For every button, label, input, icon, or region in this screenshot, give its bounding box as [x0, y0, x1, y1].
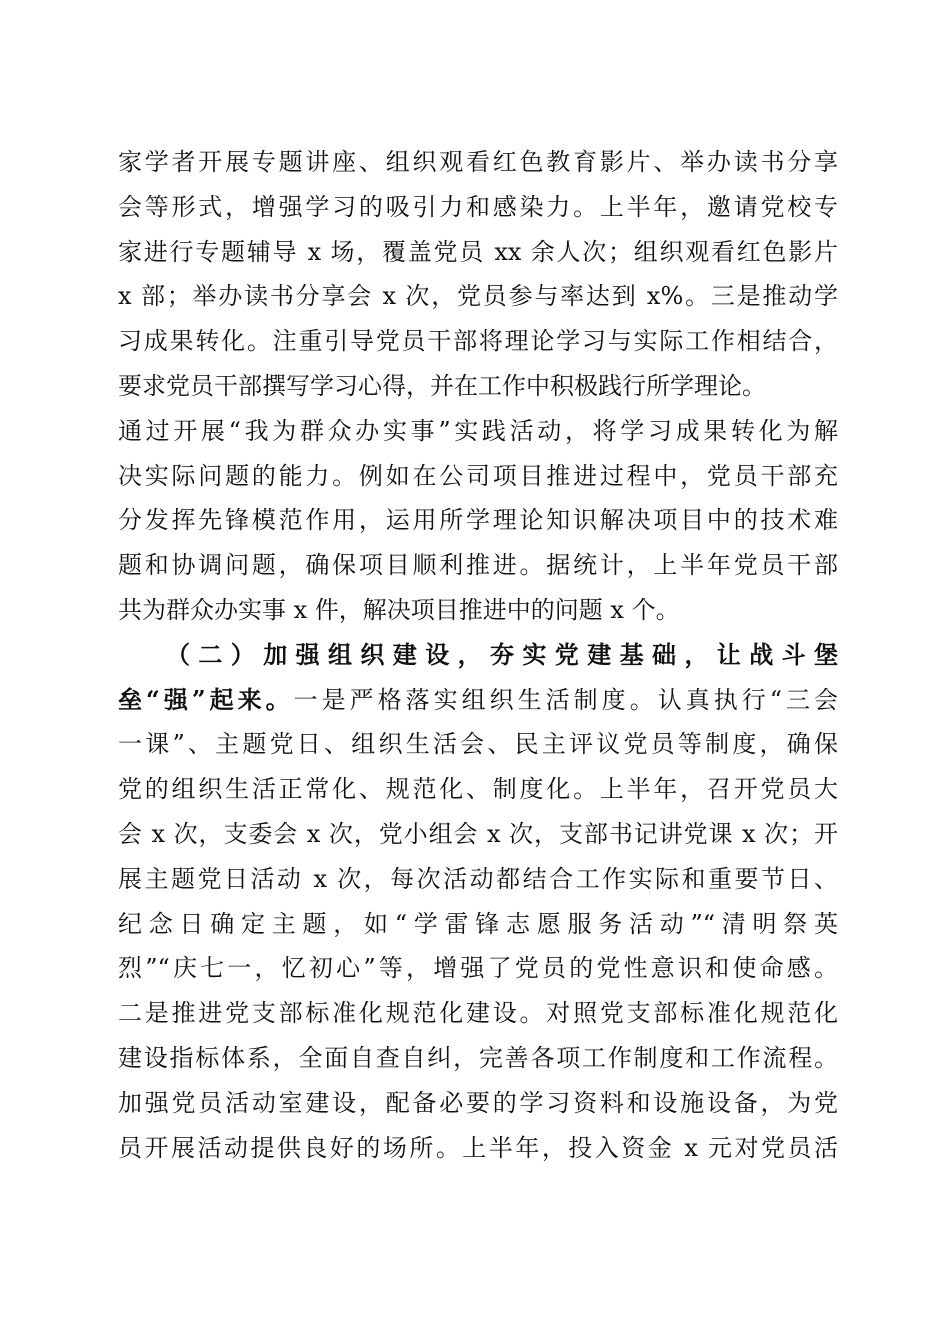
- text-line: x 部；举办读书分享会 x 次，党员参与率达到 x%。三是推动学: [118, 282, 838, 311]
- section-heading: （二）加强组织建设，夯实党建基础，让战斗堡: [166, 639, 838, 669]
- text-line: 决实际问题的能力。例如在公司项目推进过程中，党员干部充: [118, 461, 838, 490]
- text-line: 题和协调问题，确保项目顺利推进。据统计，上半年党员干部: [118, 551, 838, 580]
- text-line-rest: 一是严格落实组织生活制度。认真执行“三会: [293, 685, 838, 714]
- text-line: 家学者开展专题讲座、组织观看红色教育影片、举办读书分享: [118, 148, 838, 176]
- section-heading-tail: 垒“强”起来。: [118, 684, 294, 714]
- text-line: 烈”“庆七一，忆初心”等，增强了党员的党性意识和使命感。: [118, 954, 838, 983]
- text-line: 通过开展“我为群众办实事”实践活动，将学习成果转化为解: [118, 416, 838, 445]
- text-line: 党的组织生活正常化、规范化、制度化。上半年，召开党员大: [118, 775, 838, 804]
- text-line: 展主题党日活动 x 次，每次活动都结合工作实际和重要节日、: [118, 864, 838, 893]
- text-line: 习成果转化。注重引导党员干部将理论学习与实际工作相结合，: [118, 327, 838, 356]
- text-line: 要求党员干部撰写学习心得，并在工作中积极践行所学理论。: [118, 371, 766, 400]
- section-heading-continuation: [118, 678, 838, 723]
- text-line: 家进行专题辅导 x 场，覆盖党员 xx 余人次；组织观看红色影片: [118, 237, 838, 266]
- text-line: 分发挥先锋模范作用，运用所学理论知识解决项目中的技术难: [118, 506, 838, 535]
- text-line: 一课”、主题党日、组织生活会、民主评议党员等制度，确保: [118, 730, 838, 759]
- text-line: 共为群众办实事 x 件，解决项目推进中的问题 x 个。: [118, 595, 680, 624]
- text-line: 会 x 次，支委会 x 次，党小组会 x 次，支部书记讲党课 x 次；开: [118, 819, 838, 848]
- text-line: 加强党员活动室建设，配备必要的学习资料和设施设备，为党: [118, 1088, 838, 1117]
- text-line: 员开展活动提供良好的场所。上半年，投入资金 x 元对党员活: [118, 1133, 838, 1162]
- text-line: 会等形式，增强学习的吸引力和感染力。上半年，邀请党校专: [118, 192, 838, 221]
- text-line: 建设指标体系，全面自查自纠，完善各项工作制度和工作流程。: [118, 1043, 838, 1072]
- text-line: 二是推进党支部标准化规范化建设。对照党支部标准化规范化: [118, 999, 838, 1028]
- text-line: 纪念日确定主题，如“学雷锋志愿服务活动”“清明祭英: [118, 909, 838, 938]
- body-text: [118, 140, 838, 1170]
